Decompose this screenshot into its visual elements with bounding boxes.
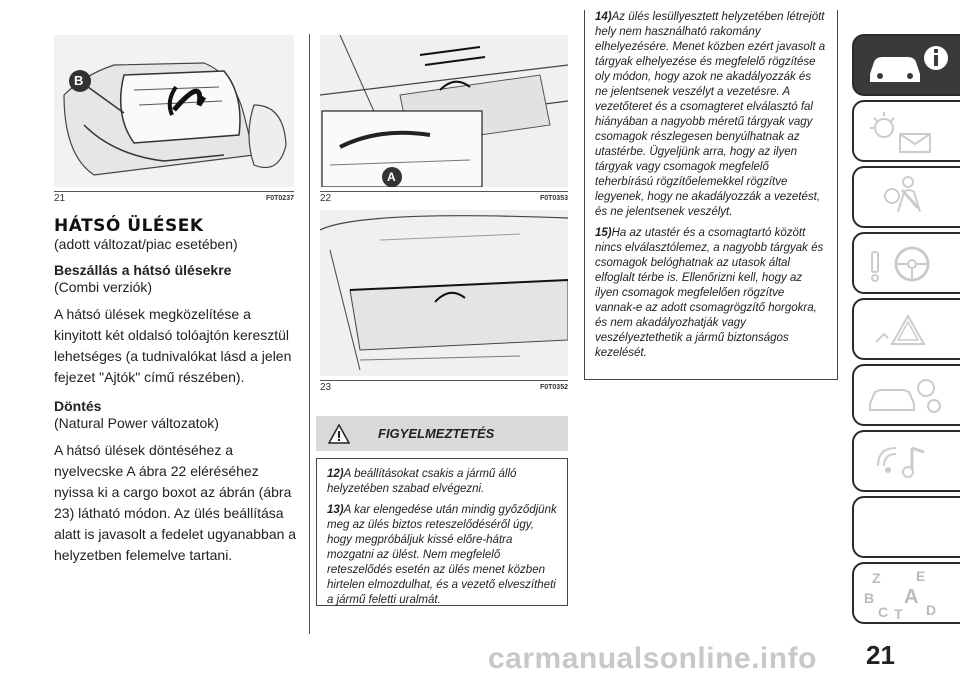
tab-maintenance[interactable] [852, 364, 960, 426]
figure-22-code: F0T0353 [539, 195, 568, 202]
sec1-text: A hátsó ülések megközelítése a kinyitott két oldalsó tolóajtón keresztül lehetséges (a tudnivalókat lásd a jelen fejezet "Ajtók" című részében). [54, 306, 292, 385]
index-letter-e: E [916, 568, 926, 584]
warning-item-13-num: 13) [327, 504, 344, 516]
cargo-illustration [320, 35, 568, 187]
seat-illustration [54, 35, 294, 187]
figure-23-code: F0T0352 [539, 384, 568, 391]
figure-22-number: 22 [320, 193, 332, 204]
index-letter-a: A [904, 586, 919, 608]
warning-heading: FIGYELMEZTETÉS [378, 426, 495, 441]
note-item-14-text: Az ülés lesüllyesztett helyzetében létrejött hely nem használható rakomány elhelyezésére. Menet közben ezért javasolt a tárgyak elhelyezése és megfelelő rögzítése oly módon, hogy azok ne akadályozzák és ne jelentsenek veszélyt a vezetésre. A vezetőteret és a csomagteret elválasztó fal hiányában a nagyobb méretű tárgyak vagy csomagok részlegesen benyúlhatnak az utastérbe. Ügyeljünk arra, hogy az ilyen tárgyak vagy csomagok megfelelő teherbírású rögzítőelemekkel rögzítve legyenek, hogy ne akadályozzák a vezetést, és ne jelentsenek veszélyt. [595, 11, 826, 218]
cargo-open-illustration [320, 210, 568, 376]
note-item-15 [595, 226, 827, 361]
sec1-heading: Beszállás a hátsó ülésekre [54, 262, 232, 278]
column-divider [309, 34, 310, 634]
note-item-14 [595, 10, 827, 220]
index-letter-t: T [894, 606, 903, 622]
seatbelt-airbag-icon [862, 172, 952, 222]
figure-22-caption-rule [320, 191, 568, 192]
figure-22-cargo-image [320, 35, 568, 187]
left-column [54, 216, 299, 566]
sec2-heading: Döntés [54, 398, 102, 414]
index-letter-d: D [926, 602, 937, 618]
figure-22-callout: A [387, 170, 396, 184]
steering-wheel-icon [862, 238, 952, 288]
warning-item-12-text: A beállításokat csakis a jármű álló helyzetében szabad elvégezni. [327, 468, 517, 495]
car-info-icon [862, 40, 952, 90]
warning-item-12-num: 12) [327, 468, 344, 480]
index-letters-icon [860, 566, 950, 622]
warning-triangle-icon [328, 424, 350, 444]
right-note-box [584, 10, 838, 380]
figure-21-number: 21 [54, 193, 66, 204]
page-number: 21 [866, 640, 895, 670]
note-item-14-num: 14) [595, 11, 612, 23]
figure-23-caption-rule [320, 380, 568, 381]
warning-item-13 [327, 503, 557, 608]
tab-starting-driving[interactable] [852, 232, 960, 294]
warning-lights-icon [862, 106, 952, 156]
tab-emergency[interactable] [852, 298, 960, 360]
warning-item-13-text: A kar elengedése után mindig győződjünk meg az ülés biztos reteszelődéséről úgy, hogy megpróbáljuk kissé előre-hátra mozgatni az ülést. Nem megfelelő reteszelődés esetén az ülés menet közben hirtelen elmozdulhat, és a vezető elveszítheti a jármű feletti uralmát. [327, 504, 557, 606]
tab-index[interactable] [852, 562, 960, 624]
warning-header [316, 416, 568, 451]
tab-multimedia[interactable] [852, 430, 960, 492]
section-title: HÁTSÓ ÜLÉSEK [54, 216, 204, 236]
figure-21-callout: B [74, 73, 84, 88]
figure-21-code: F0T0237 [265, 195, 294, 202]
index-letter-b: B [864, 590, 875, 606]
sec2-sub: (Natural Power változatok) [54, 415, 219, 431]
warning-box [316, 458, 568, 606]
sec2-text: A hátsó ülések döntéséhez a nyelvecske A ábra 22 eléréséhez nyissa ki a cargo boxot az ábrán (ábra 23) látható módon. Az ülés beállítása alatt is javasolt a fedelet ugyanabban a helyzetben felemelve tartani. [54, 442, 297, 563]
index-letter-c: C [878, 604, 889, 620]
tab-warning-lights[interactable] [852, 100, 960, 162]
section-title-sub: (adott változat/piac esetében) [54, 236, 238, 252]
tab-car-info[interactable] [852, 34, 960, 96]
figure-21-rear-seat-image [54, 35, 294, 187]
note-item-15-num: 15) [595, 227, 612, 239]
figure-21-caption-rule [54, 191, 294, 192]
figure-23-number: 23 [320, 382, 332, 393]
index-letter-z: Z [872, 570, 881, 586]
tab-blank[interactable] [852, 496, 960, 558]
watermark: carmanualsonline.info [488, 642, 817, 675]
car-service-icon [862, 370, 952, 420]
figure-23-cargo-image [320, 210, 568, 376]
tab-safety[interactable] [852, 166, 960, 228]
warning-item-12 [327, 467, 557, 497]
breakdown-warning-icon [862, 304, 952, 354]
multimedia-icon [862, 436, 952, 486]
sec1-sub: (Combi verziók) [54, 279, 153, 295]
note-item-15-text: Ha az utastér és a csomagtartó között nincs elválasztólemez, a nagyobb tárgyak és csomagok belóghatnak az utasok által elfoglalt térbe is. Ellenőrizni kell, hogy az ilyen csomagok megfelelően rögzítve vannak-e az adott csomagrögzítő horgokra, és nem akadályozhatják vagy veszélyeztethetik a jármű biztonságos kezelését. [595, 227, 824, 359]
